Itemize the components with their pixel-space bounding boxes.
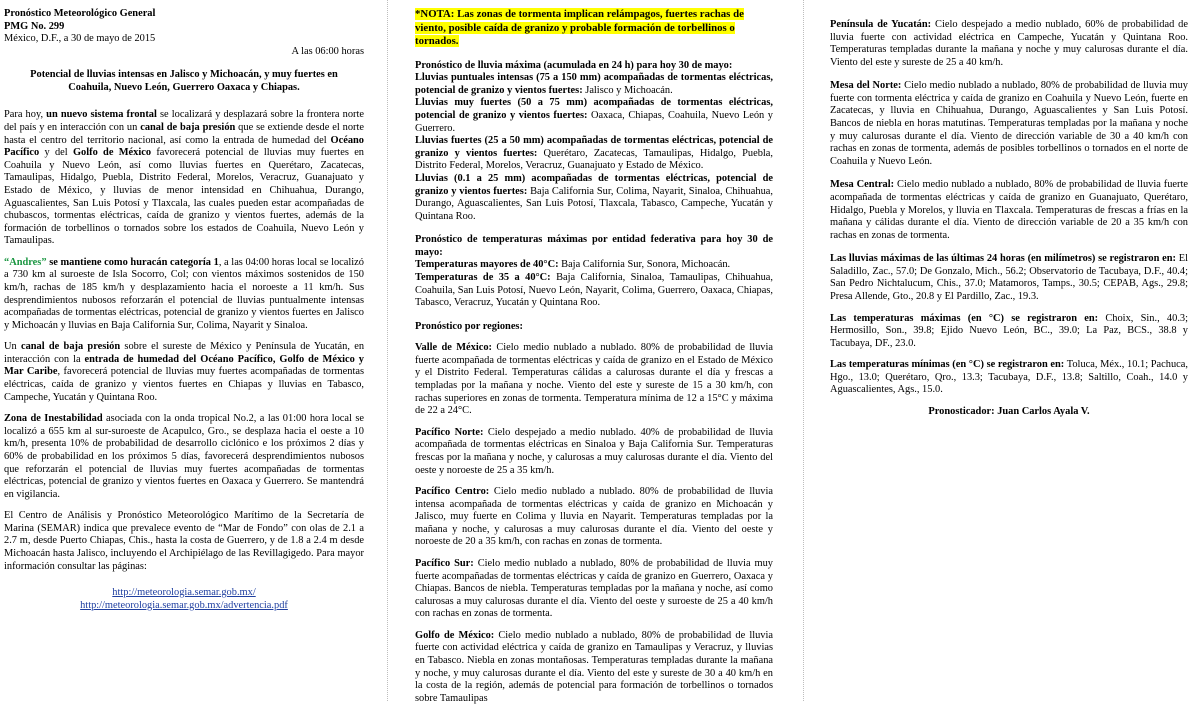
hurricane-name: “Andres”	[4, 256, 47, 268]
intro-paragraph-1: Para hoy, un nuevo sistema frontal se localizará y desplazará sobre la frontera norte del país y en interacción con un canal de baja presión que se extiende desde el norte hasta el centro del territorio nacional, así como la entrada de humedad del Océano Pacífico y del Golfo de México favorecerá potencial de lluvias muy fuertes en Coahuila y Nuevo León, así como lluvias fuertes en Querétaro, Zacatecas, Tamaulipas, Hidalgo, Puebla, Distrito Federal, Morelos, Veracruz, Guanajuato y Estado de México, y lluvias de menor intensidad en Chihuahua, Durango, Aguascalientes, San Luis Potosí y Tlaxcala, las cuales pueden estar acompañadas de chubascos, tormentas eléctricas, caída de granizo y vientos fuertes, además de la formación de torbellinos o tornados sobre los estados de Coahuila, Nuevo León y Tamaulipas.	[4, 109, 365, 247]
bulletin-title: Pronóstico Meteorológico General	[4, 8, 156, 19]
temps-section-title: Pronóstico de temperaturas máximas por entidad federativa para hoy 30 de mayo:	[415, 234, 773, 258]
column-divider	[387, 0, 388, 701]
semar-link[interactable]: http://meteorologia.semar.gob.mx/	[112, 587, 256, 599]
column-2	[415, 8, 773, 705]
intro-paragraph-4: Zona de Inestabilidad asociada con la onda tropical No.2, a las 01:00 hora local se localizó a 655 km al sur-suroeste de Acapulco, Gro., se desplaza hacia el oeste a 10 km/h, presenta 10% de probabilidad de desarrollo ciclónico e los próximos 2 días y 60% de probabilidad en los próximos 5 días, favorecerá desprendimientos nubosos que reforzarán el potencial de lluvias muy fuertes acompañadas de tormentas eléctricas, potencial de granizo y vientos fuertes en Oaxaca y Guerrero. Se mantendrá en vigilancia.	[4, 413, 364, 500]
intro-paragraph-3: Un canal de baja presión sobre el sureste de México y Península de Yucatán, en interacción con la entrada de humedad del Océano Pacífico, Golfo de México y Mar Caribe, favorecerá potencial de lluvias muy fuertes acompañadas de tormentas eléctricas, caída de granizo y vientos fuertes en Chiapas y lluvias en Tabasco, Campeche, Yucatán y Quintana Roo.	[4, 341, 365, 403]
intro-paragraph-5: El Centro de Análisis y Pronóstico Meteorológico Marítimo de la Secretaría de Marina (SEMAR) indica que prevalece evento de “Mar de Fondo” con olas de 2.1 a 2.7 m, desde Puerto Chiapas, Chis., hasta la costa de Guerrero, y de 1.8 a 2.4 m desde Michoacán hasta Jalisco, incluyendo el Archipiélago de las Revillagigedo. Para mayor información consultar las páginas:	[4, 510, 364, 572]
temps-item: Temperaturas mayores de 40°C: Baja California Sur, Sonora, Michoacán.	[415, 259, 731, 271]
region-valle-de-mexico: Valle de México: Cielo medio nublado a nublado. 80% de probabilidad de lluvia fuerte acompañada de tormentas eléctricas y caída de granizo en el Estado de México y el Distrito Federal. Temperaturas cálidas a calurosas durante el día y frescas a templadas por la mañana y noche. Viento del este y sureste de 15 a 30 km/h, con rachas superiores en zonas de tormenta. Temperatura mínima de 12 a 15°C y máxima de 22 a 24°C.	[415, 342, 773, 417]
headline: Potencial de lluvias intensas en Jalisco y Michoacán, y muy fuertes en Coahuila, Nuevo León, Guerrero Oaxaca y Chiapas.	[30, 69, 338, 93]
semar-advertencia-link[interactable]: http://meteorologia.semar.gob.mx/advertencia.pdf	[80, 599, 288, 611]
record-max-rain: Las lluvias máximas de las últimas 24 horas (en milímetros) se registraron en: El Saladillo, Zac., 57.0; De Gonzalo, Mich., 56.2; Observatorio de Tacubaya, D.F., 40.4; San Pedro Nichtalucum, Chis., 37.0; Matamoros, Tamps., 30.5; CEPAB, Ags., 29.8; Presa Allende, Gto., 20.8 y El Pardillo, Zac., 19.3.	[830, 253, 1188, 302]
temps-item: Temperaturas de 35 a 40°C: Baja California, Sinaloa, Tamaulipas, Chihuahua, Coahuila, San Luis Potosí, Nuevo León, Nayarit, Colima, Guerrero, Oaxaca, Chiapas, Tabasco, Veracruz, Yucatán y Quintana Roo.	[415, 271, 773, 309]
region-pacifico-centro: Pacífico Centro: Cielo medio nublado a nublado. 80% de probabilidad de lluvia intensa acompañada de tormentas eléctricas y caída de granizo en Michoacán y Jalisco, muy fuerte en Colima y lluvia en Nayarit. Temperaturas templadas por la mañana y noche, y calurosas a muy calurosas durante el día. Viento del oeste y noroeste de 20 a 35 km/h, con rachas en zonas de tormenta.	[415, 486, 773, 548]
column-1	[4, 8, 364, 612]
region-pacifico-sur: Pacífico Sur: Cielo medio nublado a nublado, 80% de probabilidad de lluvia muy fuerte acompañadas de tormentas eléctricas y caída de granizo en Guerrero, Oaxaca y Chiapas. Bancos de niebla. Temperaturas templadas por la mañana y noche, así como calurosas a muy calurosas durante el día. Viento del oeste y suroeste de 25 a 40 km/h con rachas en zonas de tormenta.	[415, 557, 773, 620]
region-mesa-del-norte: Mesa del Norte: Cielo medio nublado a nublado, 80% de probabilidad de lluvia muy fuerte con tormenta eléctrica y caída de granizo en Coahuila y Nuevo León, fuerte en Zacatecas, y lluvia en Chihuahua, Durango, Aguascalientes y San Luis Potosí. Bancos de niebla en horas matutinas. Temperaturas templadas por la mañana y noche y muy calurosas durante el día. Viento de dirección variable de 30 a 40 km/h con rachas en zonas de tormenta, además de posibles torbellinos o tornados en el norte de Coahuila y Nuevo León.	[830, 80, 1188, 167]
column-divider	[803, 0, 804, 701]
rain-item: Lluvias muy fuertes (50 a 75 mm) acompañadas de tormentas eléctricas, potencial de granizo y vientos fuertes: Oaxaca, Chiapas, Coahuila, Nuevo León y Guerrero.	[415, 97, 773, 134]
bulletin-date: México, D.F., a 30 de mayo de 2015	[4, 33, 156, 45]
rain-item: Lluvias puntuales intensas (75 a 150 mm) acompañadas de tormentas eléctricas, potencial de granizo y vientos fuertes: Jalisco y Michoacán.	[415, 72, 773, 96]
storm-note: *NOTA: Las zonas de tormenta implican relámpagos, fuertes rachas de viento, posible caída de granizo y probable formación de torbellinos o tornados.	[415, 8, 744, 48]
rain-item: Lluvias fuertes (25 a 50 mm) acompañadas de tormentas eléctricas, potencial de granizo y vientos fuertes: Querétaro, Zacatecas, Tamaulipas, Hidalgo, Puebla, Distrito Federal, Morelos, Veracruz, Guanajuato y Estado de México.	[415, 135, 773, 172]
region-mesa-central: Mesa Central: Cielo medio nublado a nublado, 80% de probabilidad de lluvia fuerte acompañada de tormentas eléctricas y caída de granizo en Guanajuato, Querétaro, Hidalgo, Puebla y Morelos, y lluvia en Tlaxcala. Temperaturas de frescas a frías en la mañana y cálidas durante el día. Viento de dirección variable de 20 a 35 km/h con rachas en zonas de tormenta.	[830, 179, 1188, 241]
rain-item: Lluvias (0.1 a 25 mm) acompañadas de tormentas eléctricas, potencial de granizo y vientos fuertes: Baja California Sur, Colima, Nayarit, Sinaloa, Chihuahua, Durango, Aguascalientes, San Luis Potosí, Tlaxcala, Tabasco, Campeche, Yucatán y Quintana Roo.	[415, 172, 773, 222]
intro-paragraph-2: “Andres” se mantiene como huracán categoría 1, a las 04:00 horas local se localizó a 730 km al suroeste de Isla Socorro, Col; con vientos máximos sostenidos de 150 km/h, rachas de 185 km/h y desplazamiento hacia el noroeste a 11 km/h. Sus desprendimientos nubosos reforzarán el potencial de lluvias puntualmente intensas acompañadas de tormentas eléctricas, potencial de granizo y vientos fuertes en Jalisco y Michoacán y lluvias en Baja California Sur, Colima, Nayarit y Sinaloa.	[4, 256, 364, 331]
forecaster: Pronosticador: Juan Carlos Ayala V.	[928, 406, 1090, 418]
column-3	[830, 8, 1188, 419]
links-block	[4, 587, 364, 612]
bulletin-number: PMG No. 299	[4, 20, 65, 32]
rain-section-title: Pronóstico de lluvia máxima (acumulada en 24 h) para hoy 30 de mayo:	[415, 59, 733, 71]
region-peninsula-de-yucatan: Península de Yucatán: Cielo despejado a medio nublado, 60% de probabilidad de lluvia fuerte con actividad eléctrica en Campeche, Yucatán y Quintana Roo. Temperaturas templadas durante la mañana y noche y muy calurosas durante el día. Viento del este y sureste de 25 a 40 km/h.	[830, 19, 1188, 68]
regions-section-title: Pronóstico por regiones:	[415, 320, 523, 332]
record-max-temp: Las temperaturas máximas (en °C) se registraron en: Choix, Sin., 40.3; Hermosillo, Son., 39.8; Ejido Nuevo León, BC., 39.0; La Paz, BCS., 38.8 y Tacubaya, DF., 23.0.	[830, 312, 1189, 349]
bulletin-time: A las 06:00 horas	[291, 45, 364, 57]
region-golfo-de-mexico: Golfo de México: Cielo medio nublado a nublado, 80% de probabilidad de lluvia fuerte con actividad eléctrica y caída de granizo en Tamaulipas y Veracruz, y lluvias en Tabasco. Niebla en zonas montañosas. Temperaturas templadas durante la mañana y noche, y muy calurosas durante el día. Viento del este y sureste de 30 a 40 km/h en la costa de la región, además de potencial para formación de torbellinos o tornados sobre Tamaulipas	[415, 629, 773, 704]
region-pacifico-norte: Pacífico Norte: Cielo despejado a medio nublado. 40% de probabilidad de lluvia acompañada de tormentas eléctricas en Sinaloa y Baja California Sur. Temperaturas frescas por la mañana y noche, y calurosas a muy calurosas durante el día. Viento del oeste y noroeste de 25 a 35 km/h.	[415, 426, 773, 476]
record-min-temp: Las temperaturas mínimas (en °C) se registraron en: Toluca, Méx., 10.1; Pachuca, Hgo., 13.0; Querétaro, Qro., 13.3; Tacubaya, D.F., 13.8; Saltillo, Coah., 14.0 y Aguascalientes, Ags., 15.0.	[830, 359, 1188, 396]
